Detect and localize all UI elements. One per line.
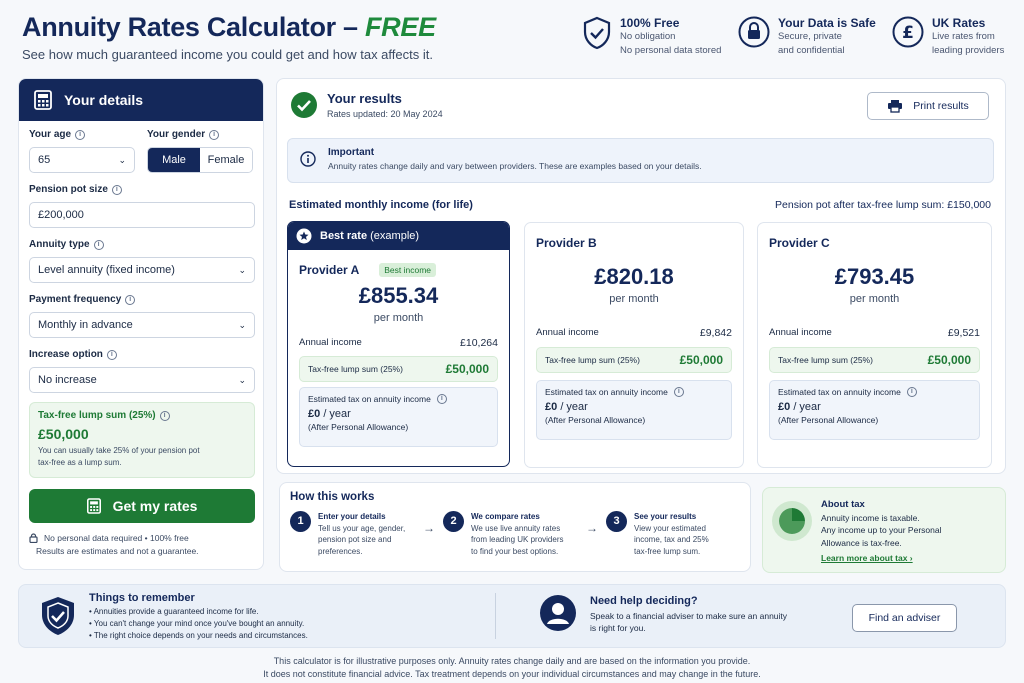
monthly-amount: £793.45 (834, 264, 915, 289)
results-panel (276, 78, 1006, 474)
find-adviser-button[interactable]: Find an adviser (852, 604, 957, 632)
pot-after-label: Pension pot after tax-free lump sum: £150,000 (775, 199, 991, 211)
user-icon (540, 595, 576, 631)
check-circle-icon (291, 92, 317, 118)
annuity-type-select[interactable]: Level annuity (fixed income) ⌄ (29, 257, 255, 283)
annual-income-row: Annual income £10,264 (299, 337, 498, 349)
pie-chart-icon (771, 500, 813, 542)
age-label: Your age i (29, 129, 135, 140)
help-section: Need help deciding? Speak to a financial adviser to make sure an annuity is right for you. (590, 595, 788, 633)
best-income-badge: Best income (379, 263, 436, 277)
page-subtitle: See how much guaranteed income you could get and how tax affects it. (22, 47, 433, 62)
details-panel: Your details Your age i 65 ⌄ Your gender i Male Female Pension pot size i £200,000 Annuity type i Level annuity (fixed income) ⌄ Payment frequency i Monthly in advance ⌄ Increase option i No increase ⌄ Tax-free lump sum (25%) i £50,000 You can usually take 25% of your pension pot tax-free as a lump sum. Get my rates No personal data required • 100% free Results are estimates and not a guarantee. (18, 78, 264, 570)
step-3: 3 See your results View your estimated income, tax and 25% tax-free lump sum. (606, 511, 731, 557)
annuity-type-label: Annuity type i (29, 239, 255, 250)
annual-income-row: Annual income £9,842 (536, 327, 732, 339)
chevron-down-icon: ⌄ (238, 374, 246, 385)
monthly-amount: £855.34 (358, 283, 439, 308)
chevron-down-icon: ⌄ (238, 319, 246, 330)
info-icon[interactable]: i (107, 350, 117, 360)
annual-income-row: Annual income £9,521 (769, 327, 980, 339)
footer-disclaimer: This calculator is for illustrative purposes only. Annuity rates change daily and are based on the information you provide. It does not constitute financial advice. Tax treatment depends on your individual circumstances and may change in the future. (263, 656, 761, 679)
details-header: Your details (19, 79, 263, 121)
increase-select[interactable]: No increase ⌄ (29, 367, 255, 393)
bottom-bar (18, 584, 1006, 648)
things-to-remember: Things to remember • Annuities provide a guaranteed income for life. • You can't change your mind once you've bought an annuity. • The right choice depends on your needs and circumstances. (89, 592, 308, 640)
tax-box: Estimated tax on annuity income i £0 / year (After Personal Allowance) (769, 380, 980, 440)
increase-label: Increase option i (29, 349, 255, 360)
about-tax-box: About tax Annuity income is taxable. Any income up to your Personal Allowance is tax-free. Learn more about tax › (762, 487, 1006, 573)
svg-text:£: £ (902, 23, 914, 43)
lock-icon (29, 533, 38, 543)
gender-toggle (147, 147, 253, 173)
shield-check-icon (582, 16, 612, 50)
page-title: Annuity Rates Calculator – FREE (22, 12, 436, 42)
info-circle-icon (300, 151, 316, 167)
privacy-note: No personal data required • 100% free (29, 533, 255, 543)
info-icon[interactable]: i (209, 130, 219, 140)
page-header (22, 12, 436, 62)
info-icon[interactable]: i (907, 387, 917, 397)
lump-sum-row: Tax-free lump sum (25%) £50,000 (536, 347, 732, 373)
divider (495, 593, 496, 639)
how-it-works: How this works 1 Enter your details Tell us your age, gender, pension pot size and preferences. → 2 We compare rates We use live annuity rates from leading UK providers to find your best options. → 3 See your results View your estimated income, tax and 25% tax-free lump sum. (279, 482, 751, 572)
provider-name: Provider B (536, 236, 597, 250)
step-2: 2 We compare rates We use live annuity rates from leading UK providers to find your best options. (443, 511, 578, 557)
gender-female-button[interactable]: Female (200, 148, 252, 172)
monthly-amount: £820.18 (594, 264, 674, 289)
lock-icon (738, 16, 770, 48)
trust-uk-rates: £ UK Rates Live rates from leading providers (892, 16, 1004, 58)
results-header: Your results Rates updated: 20 May 2024 (291, 91, 443, 119)
info-icon[interactable]: i (160, 411, 170, 421)
pot-input[interactable]: £200,000 (29, 202, 255, 228)
step-1: 1 Enter your details Tell us your age, gender, pension pot size and preferences. (290, 511, 415, 557)
arrow-right-icon: → (586, 521, 598, 535)
provider-name: Provider A (299, 263, 360, 277)
info-icon[interactable]: i (674, 387, 684, 397)
info-icon[interactable]: i (125, 295, 135, 305)
shield-check-icon (39, 595, 77, 637)
provider-card-b[interactable]: Provider B £820.18 per month Annual income £9,842 Tax-free lump sum (25%) £50,000 Estimated tax on annuity income i £0 / year (After Personal Allowance) (524, 222, 744, 468)
trust-free: 100% Free No obligation No personal data stored (582, 16, 721, 58)
info-icon[interactable]: i (75, 130, 85, 140)
info-icon[interactable]: i (437, 394, 447, 404)
gender-label: Your gender i (147, 129, 253, 140)
tax-box: Estimated tax on annuity income i £0 / year (After Personal Allowance) (299, 387, 498, 447)
printer-icon (887, 99, 903, 113)
arrow-right-icon: → (423, 521, 435, 535)
lump-sum-row: Tax-free lump sum (25%) £50,000 (299, 356, 498, 382)
pot-label: Pension pot size i (29, 184, 255, 195)
trust-data-safe: Your Data is Safe Secure, private and confidential (738, 16, 876, 58)
calculator-icon (34, 90, 52, 110)
best-rate-banner: Best rate (example) (288, 222, 509, 250)
get-rates-button[interactable]: Get my rates (29, 489, 255, 523)
provider-name: Provider C (769, 236, 830, 250)
chevron-down-icon: ⌄ (238, 264, 246, 275)
tax-box: Estimated tax on annuity income i £0 / year (After Personal Allowance) (536, 380, 732, 440)
chevron-down-icon: ⌄ (118, 154, 126, 165)
age-select[interactable]: 65 ⌄ (29, 147, 135, 173)
pound-icon (892, 16, 924, 48)
star-badge-icon (296, 228, 312, 244)
provider-card-a[interactable]: Best rate (example) Provider A Best income £855.34 per month Annual income £10,264 Tax-free lump sum (25%) £50,000 Estimated tax on annuity income i £0 / year (After Personal Allowance) (287, 221, 510, 467)
provider-card-c[interactable]: Provider C £793.45 per month Annual income £9,521 Tax-free lump sum (25%) £50,000 Estimated tax on annuity income i £0 / year (After Personal Allowance) (757, 222, 992, 468)
gender-male-button[interactable]: Male (148, 148, 200, 172)
important-notice: Important Annuity rates change daily and vary between providers. These are examples based on your details. (287, 138, 994, 183)
estimated-income-label: Estimated monthly income (for life) (289, 199, 473, 211)
frequency-label: Payment frequency i (29, 294, 255, 305)
lump-sum-box: Tax-free lump sum (25%) i £50,000 You can usually take 25% of your pension pot tax-free as a lump sum. (29, 402, 255, 478)
print-results-button[interactable]: Print results (867, 92, 989, 120)
calculator-icon (87, 498, 101, 514)
learn-more-tax-link[interactable]: Learn more about tax › (821, 553, 913, 563)
lump-sum-value: £50,000 (38, 426, 89, 442)
info-icon[interactable]: i (94, 240, 104, 250)
frequency-select[interactable]: Monthly in advance ⌄ (29, 312, 255, 338)
lump-sum-row: Tax-free lump sum (25%) £50,000 (769, 347, 980, 373)
info-icon[interactable]: i (112, 185, 122, 195)
